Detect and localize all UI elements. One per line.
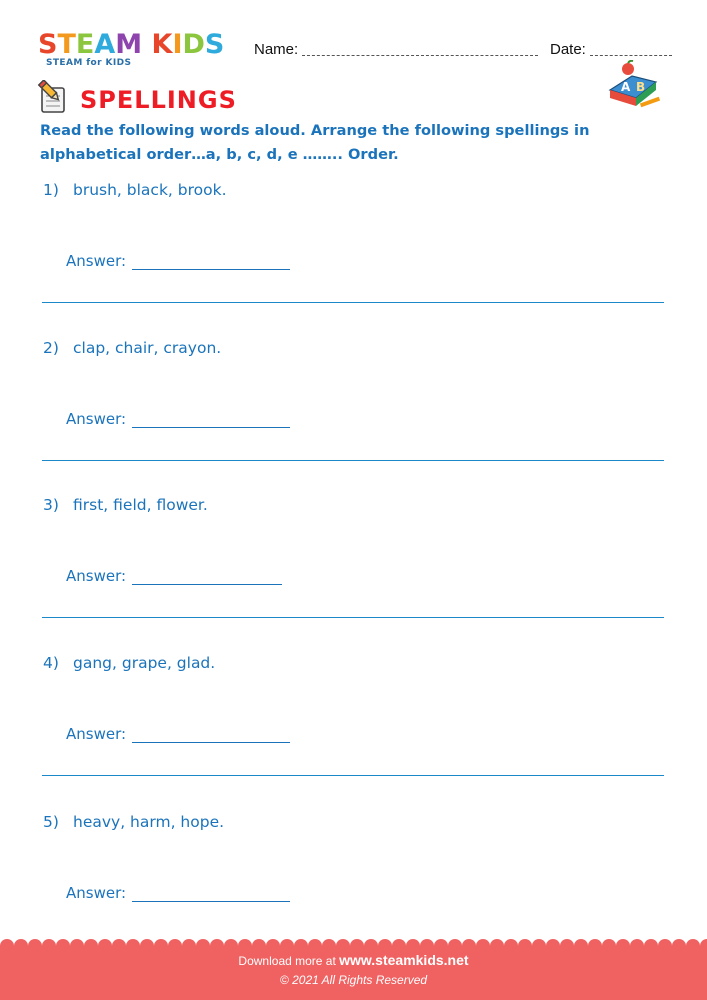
answer-blank[interactable]: [132, 901, 290, 902]
footer-copyright: © 2021 All Rights Reserved: [279, 973, 428, 987]
svg-text:B: B: [636, 80, 646, 94]
logo-letter: E: [75, 29, 95, 60]
separator-line: [42, 775, 664, 776]
footer-download: [0, 952, 707, 968]
logo-letter: T: [57, 29, 76, 60]
answer-blank[interactable]: [132, 427, 290, 428]
separator-line: [42, 302, 664, 303]
answer-label: Answer:: [66, 725, 127, 743]
logo-letter: S: [204, 29, 225, 60]
question-number: 1): [43, 181, 59, 199]
question-number: 5): [43, 813, 59, 831]
question-words: first, field, flower.: [73, 496, 208, 514]
name-label: Name:: [254, 41, 299, 58]
steam-kids-logo: [38, 30, 224, 60]
logo-letter: A: [94, 29, 116, 60]
logo-letter: S: [38, 29, 58, 60]
logo-letter: I: [172, 29, 183, 60]
question-4: [43, 654, 215, 672]
download-prefix: Download more at: [238, 954, 340, 968]
answer-label: Answer:: [66, 884, 127, 902]
separator-line: [42, 460, 664, 461]
date-label: Date:: [550, 41, 586, 58]
answer-blank[interactable]: [132, 742, 290, 743]
question-2: [43, 339, 221, 357]
svg-text:A: A: [621, 80, 631, 94]
question-number: 2): [43, 339, 59, 357]
logo-letter: [142, 30, 151, 60]
question-words: heavy, harm, hope.: [73, 813, 225, 831]
question-number: 4): [43, 654, 59, 672]
question-words: gang, grape, glad.: [73, 654, 216, 672]
download-link[interactable]: www.steamkids.net: [339, 952, 469, 968]
answer-blank[interactable]: [132, 269, 290, 270]
question-words: clap, chair, crayon.: [73, 339, 222, 357]
question-words: brush, black, brook.: [73, 181, 227, 199]
logo-letter: D: [182, 29, 205, 60]
separator-line: [42, 617, 664, 618]
logo-letter: M: [115, 29, 143, 60]
name-field[interactable]: [302, 55, 538, 56]
answer-label: Answer:: [66, 410, 127, 428]
answer-blank[interactable]: [132, 584, 282, 585]
abc-book-icon: [606, 60, 662, 112]
pencil-paper-icon: [36, 80, 70, 114]
instructions: Read the following words aloud. Arrange the following spellings in alphabetical order…a, b, c, d, e …….. Order.: [40, 122, 590, 163]
question-1: [43, 181, 227, 199]
date-field[interactable]: [590, 55, 672, 56]
question-5: [43, 813, 224, 831]
logo-letter: K: [151, 29, 173, 60]
answer-label: Answer:: [66, 252, 127, 270]
question-3: [43, 496, 208, 514]
worksheet-title: SPELLINGS: [80, 86, 237, 114]
answer-label: Answer:: [66, 567, 127, 585]
logo-subtitle: STEAM for KIDS: [46, 58, 132, 68]
question-number: 3): [43, 496, 59, 514]
